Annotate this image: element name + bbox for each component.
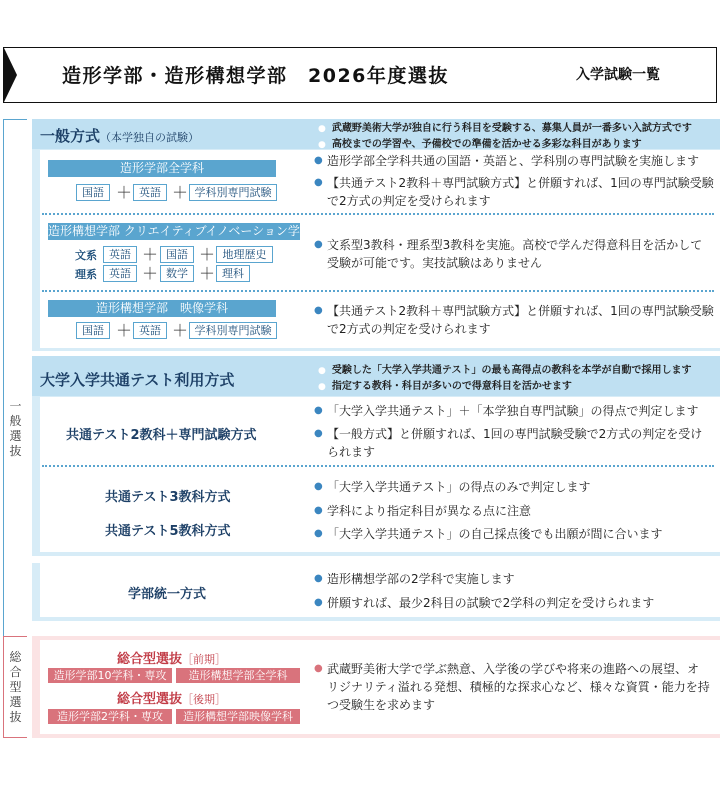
sogo-late-tag-1: 造形学部2学科・専攻 [48,709,172,724]
eizo-bullet-1: ● 【共通テスト2教科＋専門試験方式】と併願すれば、1回の専門試験受験で2方式の判定を受けられます [314,304,714,336]
plus-icon: ＋ [116,183,133,202]
banner-arrow-icon [4,48,17,102]
subject-senmon: 学科別専門試験 [189,322,277,339]
subject-kokugo: 国語 [76,322,110,339]
zokei-bullet-1: ● 造形学部全学科共通の国語・英語と、学科別の専門試験を実施します [314,154,700,168]
subject-kokugo: 国語 [160,246,194,263]
side-label-general: 一 般 選 抜 [3,119,27,738]
subject-rika: 理科 [216,265,250,282]
divider [42,213,714,215]
dept-creative-innovation: 造形構想学部 クリエイティブイノベーション学科 [48,224,312,238]
zokei-bullet-2: ● 【共通テスト2教科＋専門試験方式】と併願すれば、1回の専門試験受験で2方式の判定を受けられます [314,176,714,208]
subject-eigo: 英語 [133,184,167,201]
title-banner [3,47,717,103]
m1-bullet-2: ● 【一般方式】と併願すれば、1回の専門試験受験で2方式の判定を受けられます [314,427,703,459]
method-5kyoka-title: 共通テスト5教科方式 [105,524,231,539]
row-label-rikei: 理系 [75,268,97,281]
plus-icon: ＋ [116,321,133,340]
subject-eigo: 英語 [133,322,167,339]
m2-bullet-3: ● 「大学入学共通テスト」の自己採点後でも出願が間に合います [314,527,663,541]
plus-icon: ＋ [199,245,216,264]
kyotsu-head-bullets: ● 受験した「大学入学共通テスト」の最も高得点の教科を本学が自動で採用します ● 指定する教科・科目が多いので得意科目を活かせます [318,363,691,395]
sogo-early-tag-1: 造形学部10学科・専攻 [48,668,172,683]
sogo-early-tag-2: 造形構想学部全学科 [176,668,300,683]
ci-bullet-1: ● 文系型3教科・理系型3教科を実施。高校で学んだ得意科目を活かして受験が可能です。実技試験はありません [314,238,703,270]
divider [42,465,714,467]
plus-icon: ＋ [199,264,216,283]
plus-icon: ＋ [142,264,159,283]
toitsu-bullet-2: ● 併願すれば、最少2科目の試験で2学科の判定を受けられます [314,596,655,610]
sogo-late-tag-2: 造形構想学部映像学科 [176,709,300,724]
page-subtitle: 入学試験一覧 [576,67,660,83]
dept-eizo: 造形構想学部 映像学科 [48,300,276,317]
side-label-comprehensive: 総 合 型 選 抜 [3,636,27,738]
kyotsu-title: 大学入学共通テスト利用方式 [40,371,235,389]
subject-senmon: 学科別専門試験 [189,184,277,201]
m2-bullet-2: ● 学科により指定科目が異なる点に注意 [314,504,532,518]
m2-bullet-1: ● 「大学入学共通テスト」の得点のみで判定します [314,480,591,494]
sogo-bullet-1: ● 武蔵野美術大学で学ぶ熱意、入学後の学びや将来の進路への展望、オリジナリティ溢れる発想、積極的な探求心など、様々な資質・能力を持つ受験生を求めます [314,662,710,712]
plus-icon: ＋ [142,245,159,264]
plus-icon: ＋ [172,183,189,202]
ippan-head-bullets: ● 武蔵野美術大学が独自に行う科目を受験する、募集人員が一番多い入試方式です ● 高校までの学習や、予備校での準備を活かせる多彩な科目があります [318,121,692,153]
subject-sugaku: 数学 [160,265,194,282]
divider [42,290,714,292]
method-2kyoka-title: 共通テスト2教科＋専門試験方式 [66,428,257,443]
page-title: 造形学部・造形構想学部 2026年度選抜 [62,65,449,87]
subject-eigo: 英語 [103,265,137,282]
sogo-early-title: 総合型選抜［前期］ [117,652,227,667]
sogo-late-title: 総合型選抜［後期］ [117,692,227,707]
toitsu-title: 学部統一方式 [128,587,207,602]
toitsu-bullet-1: ● 造形構想学部の2学科で実施します [314,572,515,586]
ippan-title: 一般方式（本学独自の試験） [40,127,200,145]
subject-chireki: 地理歴史 [216,246,273,263]
dept-zokei-all: 造形学部全学科 [48,160,276,177]
method-3kyoka-title: 共通テスト3教科方式 [105,490,231,505]
subject-eigo: 英語 [103,246,137,263]
plus-icon: ＋ [172,321,189,340]
m1-bullet-1: ● 「大学入学共通テスト」＋「本学独自専門試験」の得点で判定します [314,404,699,418]
row-label-bunkei: 文系 [75,249,97,262]
subject-kokugo: 国語 [76,184,110,201]
